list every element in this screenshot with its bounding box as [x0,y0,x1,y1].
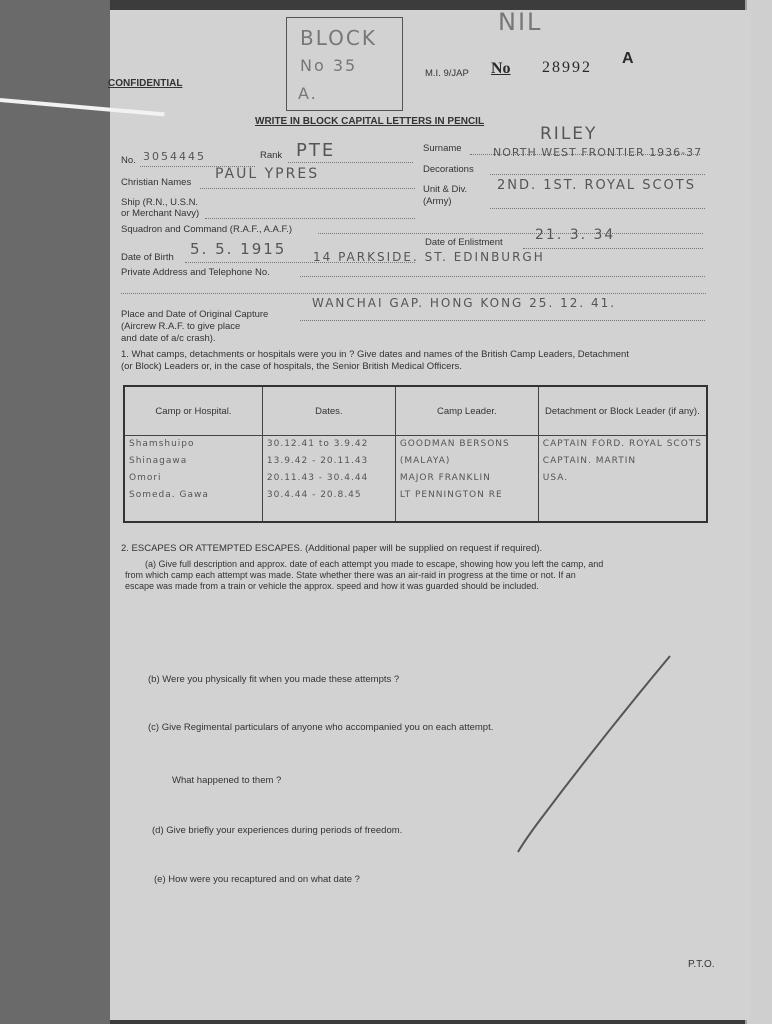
number-label: No [491,60,511,77]
date-entry: 20.11.43 - 30.4.44 [266,473,369,483]
unit-label-2: (Army) [423,196,452,207]
enlistment-value: 21. 3. 34 [535,227,616,243]
detachment-entry: CAPTAIN FORD. ROYAL SCOTS [542,439,702,449]
header-camp-leader: Camp Leader. [395,386,538,436]
camp-entry: Shamshuipo [129,439,195,449]
leader-entry: MAJOR FRANKLIN [399,473,491,483]
capture-label-2: (Aircrew R.A.F. to give place [121,321,241,332]
stamp-line-1: BLOCK [300,26,377,50]
question-2a-line-2: from which camp each attempt was made. State whether there was an air-raid in progress at the time or not. If an [125,570,576,580]
detachment-entry: USA. [542,473,569,483]
leader-entry: (MALAYA) [399,456,451,466]
no-label: No. [121,155,136,166]
form-letter: A [622,50,634,67]
header-detachment: Detachment or Block Leader (if any). [538,386,707,436]
question-2a-line-1: (a) Give full description and approx. date of each attempt you made to escape, showing how you left the camp, and [145,559,604,569]
surname-value: RILEY [540,124,598,144]
question-2b: (b) Were you physically fit when you made these attempts ? [148,674,400,685]
stamp-line-3: A. [298,84,318,103]
date-entry: 30.4.44 - 20.8.45 [266,490,362,500]
header-dates: Dates. [262,386,395,436]
enlistment-label: Date of Enlistment [425,237,503,248]
unit-value: 2ND. 1ST. ROYAL SCOTS [497,178,696,193]
question-2a-line-3: escape was made from a train or vehicle the approx. speed and how it was guarded should be included. [125,581,539,591]
camp-entry: Shinagawa [129,456,188,466]
dob-value: 5. 5. 1915 [190,240,287,258]
pto-label: P.T.O. [688,959,715,970]
camp-entry: Omori [129,473,162,483]
rank-label: Rank [260,150,283,161]
christian-names-value: PAUL YPRES [215,166,320,182]
form-number: 28992 [542,59,592,76]
question-2c-sub: What happened to them ? [172,775,282,786]
date-entry: 13.9.42 - 20.11.43 [266,456,369,466]
ship-label-2: or Merchant Navy) [121,208,200,219]
service-number: 3054445 [143,150,206,163]
camp-entry: Someda. Gawa [129,490,209,500]
leader-entry: LT PENNINGTON RE [399,490,503,500]
question-2e: (e) How were you recaptured and on what date ? [154,874,360,885]
capture-value: WANCHAI GAP. HONG KONG 25. 12. 41. [312,296,617,310]
decorations-label: Decorations [423,164,474,175]
date-entry: 30.12.41 to 3.9.42 [266,439,369,449]
question-2-heading: 2. ESCAPES OR ATTEMPTED ESCAPES. (Additional paper will be supplied on request if required). [121,543,543,554]
address-label: Private Address and Telephone No. [121,267,270,278]
dob-label: Date of Birth [121,252,174,263]
decorations-value: NORTH WEST FRONTIER 1936-37 [493,146,703,159]
question-1-line-1: 1. What camps, detachments or hospitals were you in ? Give dates and names of the British Camp Leaders, Detachment [121,349,629,360]
detachment-entry: CAPTAIN. MARTIN [542,456,637,466]
question-2d: (d) Give briefly your experiences during periods of freedom. [152,825,403,836]
rank-value: PTE [296,140,336,161]
christian-names-label: Christian Names [121,177,192,188]
capture-label-3: and date of a/c crash). [121,333,216,344]
header-camp: Camp or Hospital. [124,386,262,436]
mi-label: M.I. 9/JAP [425,68,469,79]
squadron-label: Squadron and Command (R.A.F., A.A.F.) [121,224,293,235]
ship-label-1: Ship (R.N., U.S.N. [121,197,199,208]
confidential-label: CONFIDENTIAL [108,78,183,89]
leader-entry: GOODMAN BERSONS [399,439,510,449]
question-1-line-2: (or Block) Leaders or, in the case of hospitals, the Senior British Medical Officers. [121,361,462,372]
question-2c: (c) Give Regimental particulars of anyone who accompanied you on each attempt. [148,722,494,733]
address-value: 14 PARKSIDE. ST. EDINBURGH [313,250,545,264]
nil-note: NIL [498,8,543,36]
unit-label-1: Unit & Div. [423,184,468,195]
pencil-instruction: WRITE IN BLOCK CAPITAL LETTERS IN PENCIL [255,116,485,127]
stamp-line-2: No 35 [300,56,358,75]
surname-label: Surname [423,143,462,154]
capture-label-1: Place and Date of Original Capture [121,309,269,320]
